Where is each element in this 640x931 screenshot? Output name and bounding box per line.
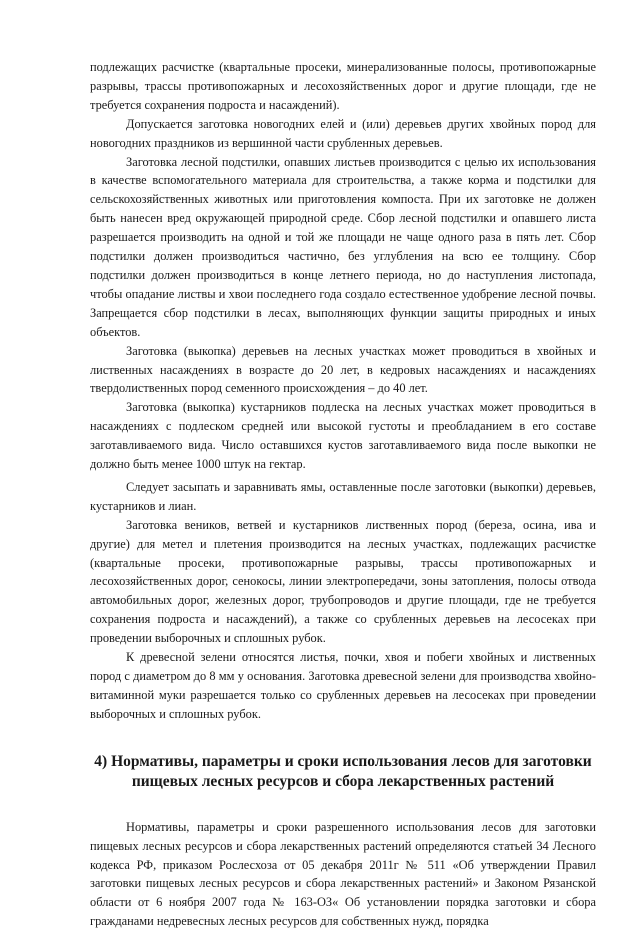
paragraph-tree-digging: Заготовка (выкопка) деревьев на лесных участках может проводиться в хвойных и лиственных насаждениях в возрасте до 20 лет, в кедровых насаждениях и насаждениях твердолиственных пород семенного происхождения – до 40 лет. [90, 343, 596, 396]
paragraph-continuation: подлежащих расчистке (квартальные просеки, минерализованные полосы, противопожарные разрывы, трассы противопожарных и лесохозяйственных дорог и другие площади, где не требуется сохранения подроста и насаждений). [90, 60, 596, 112]
paragraph-new-year-trees: Допускается заготовка новогодних елей и (или) деревьев других хвойных пород для новогодних праздников из вершинной части срубленных деревьев. [90, 116, 596, 150]
paragraph-norms: Нормативы, параметры и сроки разрешенного использования лесов для заготовки пищевых лесных ресурсов и сбора лекарственных растений определяются статьей 34 Лесного кодекса РФ, приказом Рослесхоза от 05 декабря 2011г № 511 «Об утверждении Правил заготовки пищевых лесных ресурсов и сбора лекарственных растений» и Законом Рязанской области от 6 ноября 2007 года № 163-ОЗ« Об установлении порядка заготовки и сбора гражданами недревесных лесных ресурсов для собственных нужд, порядка [90, 819, 596, 929]
paragraph-brooms-branches: Заготовка веников, ветвей и кустарников лиственных пород (береза, осина, ива и другие) для метел и плетения производится на лесных участках, подлежащих расчистке (квартальные просеки, противопожарные разрывы, трассы противопожарных и лесохозяйственных дорог, сенокосы, линии электропередачи, зоны затопления, полосы отвода автомобильных дорог, железных дорог, трубопроводов и другие площади, где не требуется сохранения подроста и насаждений), а также со срубленных деревьев на лесосеках при проведении выборочных и сплошных рубок. [90, 517, 596, 646]
paragraph-shrub-digging: Заготовка (выкопка) кустарников подлеска на лесных участках может проводиться в насаждениях с подлеском средней или высокой густоты и преобладанием в его составе заготавливаемого вида. Число оставшихся кустов заготавливаемого вида после выкопки не должно быть менее 1000 штук на гектар. [90, 400, 596, 472]
paragraph-fill-pits: Следует засыпать и заравнивать ямы, оставленные после заготовки (выкопки) деревьев, кустарников и лиан. [90, 479, 596, 513]
section-heading: 4) Нормативы, параметры и сроки использования лесов для заготовки пищевых лесных ресурсов и сбора лекарственных растений [94, 752, 592, 790]
paragraph-wood-greenery: К древесной зелени относятся листья, почки, хвоя и побеги хвойных и лиственных пород с диаметром до 8 мм у основания. Заготовка древесной зелени для производства хвойно-витаминной муки разрешается только со срубленных деревьев на лесосеках при проведении выборочных и сплошных рубок. [90, 650, 596, 721]
paragraph-forest-litter: Заготовка лесной подстилки, опавших листьев производится с целью их использования в качестве вспомогательного материала для строительства, а также корма и подстилки для сельскохозяйственных животных или приготовления компоста. При их заготовке не должен быть нанесен вред окружающей природной среде. Сбор лесной подстилки и опавшего листа разрешается производить на одной и той же площади не чаще одного раза в пять лет. Сбор подстилки должен производиться частично, без углубления на всю ее толщину. Сбор подстилки должен производиться в конце летнего периода, но до наступления листопада, чтобы опадание листвы и хвои последнего года создало естественное удобрение лесной почвы. Запрещается сбор подстилки в лесах, выполняющих функции защиты природных и иных объектов. [90, 154, 596, 339]
